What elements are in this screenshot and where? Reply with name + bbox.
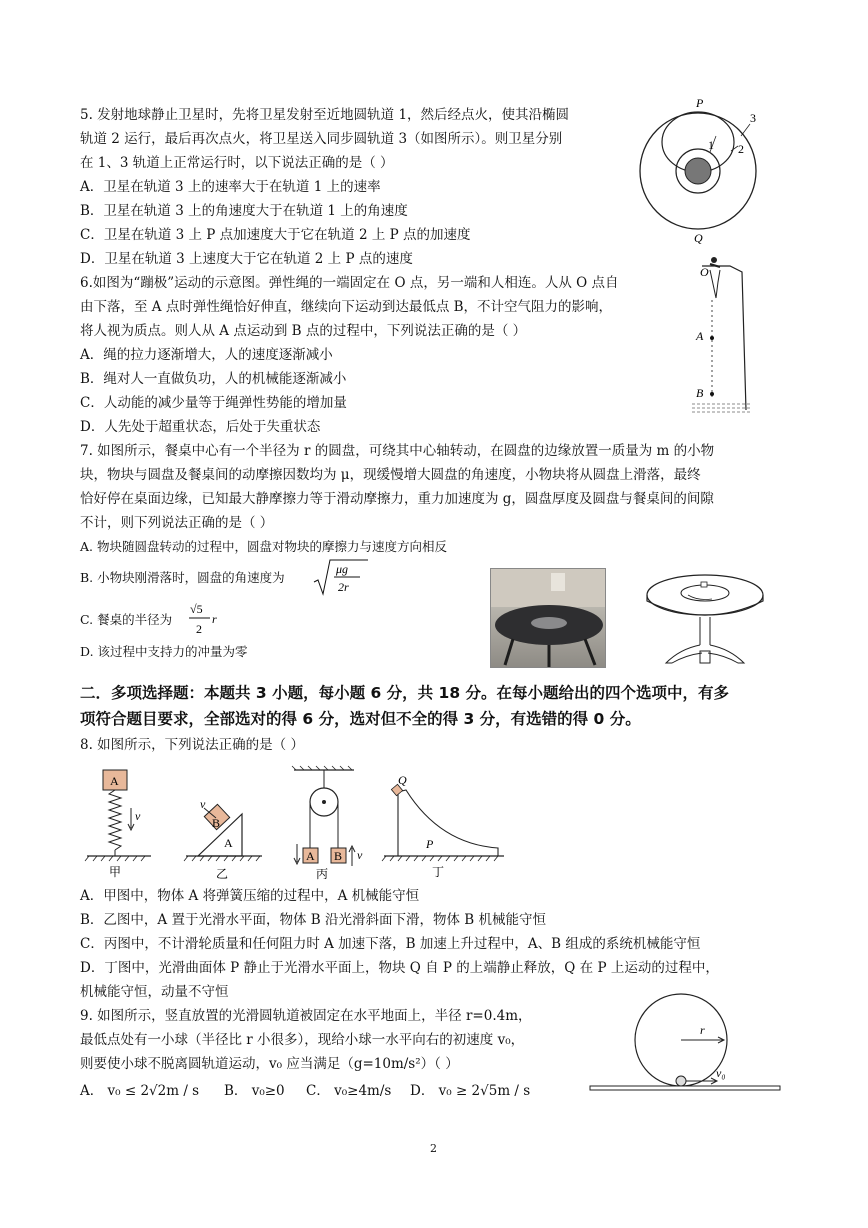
q5-line-2: 轨道 2 运行，最后再次点火，将卫星送入同步圆轨道 3（如图所示）。则卫星分别 xyxy=(80,131,563,147)
q9-option-c: C． v₀≥4m/s xyxy=(306,1083,392,1099)
q6-line-3: 将人视为质点。则人从 A 点运动到 B 点的过程中，下列说法正确的是（ ） xyxy=(80,323,527,339)
earth-circle xyxy=(685,158,711,184)
q8-option-d-cont: 机械能守恒，动量不守恒 xyxy=(80,984,229,1000)
q6-line-2: 由下落，至 A 点时弹性绳恰好伸直，继续向下运动到达最低点 B，不计空气阻力的影响， xyxy=(80,299,613,315)
q6-option-d: D．人先处于超重状态，后处于失重状态 xyxy=(80,419,321,435)
q7-option-c xyxy=(80,614,172,627)
q7-option-c-text: C. 餐桌的半径为 xyxy=(80,612,173,627)
q7-line-2: 块，物块与圆盘及餐桌间的动摩擦因数均为 μ，现缓慢增大圆盘的角速度，小物块将从圆盘上滑落，最终 xyxy=(80,467,701,483)
q6-option-c: C．人动能的减少量等于绳弹性势能的增加量 xyxy=(80,395,347,411)
q7-line-3: 恰好停在桌面边缘，已知最大静摩擦力等于滑动摩擦力，重力加速度为 g，圆盘厚度及圆盘与餐桌间的间隙 xyxy=(80,491,714,507)
q7-line-1: 7. 如图所示，餐桌中心有一个半径为 r 的圆盘，可绕其中心轴转动，在圆盘的边缘放置一质量为 m 的小物 xyxy=(80,443,715,459)
orbit-label-1: 1 xyxy=(708,138,714,152)
bungee-label-o: O xyxy=(700,265,709,279)
q8-option-d: D．丁图中，光滑曲面体 P 静止于光滑水平面上，物块 Q 自 P 的上端静止释放，Q 在 P 上运动的过程中， xyxy=(80,960,719,976)
track-label-v0: v₀ xyxy=(716,1066,726,1080)
bungee-label-a: A xyxy=(696,329,704,343)
q7-line-4: 不计，则下列说法正确的是（ ） xyxy=(80,515,274,531)
q7-option-d: D. 该过程中支持力的冲量为零 xyxy=(80,644,248,659)
q8-option-b: B．乙图中，A 置于光滑水平面，物体 B 沿光滑斜面下滑，物体 B 机械能守恒 xyxy=(80,912,546,928)
page-number: 2 xyxy=(430,1142,437,1155)
q7-b-numerator: μg xyxy=(336,562,349,576)
q9-option-b: B． v₀≥0 xyxy=(224,1083,285,1099)
jia-label-v: v xyxy=(135,809,141,823)
q8-figure-bing xyxy=(290,766,370,880)
orbit-label-q: Q xyxy=(694,231,703,245)
q8-figure-yi xyxy=(180,797,270,882)
q7-option-b-formula xyxy=(312,558,372,598)
yi-label-b: B xyxy=(212,816,221,830)
q6-option-b: B．绳对人一直做负功，人的机械能逐渐减小 xyxy=(80,371,347,387)
q9-option-d: D． v₀ ≥ 2√5m / s xyxy=(410,1083,531,1099)
orbit-figure xyxy=(638,96,778,246)
q7-option-c-formula xyxy=(188,598,228,640)
section-2-line-2: 项符合题目要求，全部选对的得 6 分，选对但不全的得 3 分，有选错的得 0 分。 xyxy=(80,710,641,728)
q8-stem: 8. 如图所示，下列说法正确的是（ ） xyxy=(80,737,304,753)
q8-figure-jia xyxy=(85,768,160,880)
q9-option-a: A． v₀ ≤ 2√2m / s xyxy=(80,1083,200,1099)
q7-c-numerator: √5 xyxy=(190,602,203,616)
q9-line-3: 则要使小球不脱离圆轨道运动，v₀ 应当满足（g=10m/s²）（ ） xyxy=(80,1056,459,1072)
caption-ding: 丁 xyxy=(432,865,445,879)
caption-bing: 丙 xyxy=(316,867,329,881)
q5-option-a: A．卫星在轨道 3 上的速率大于在轨道 1 上的速率 xyxy=(80,179,381,195)
bungee-label-b: B xyxy=(696,386,704,400)
section-2-line-1: 二．多项选择题：本题共 3 小题，每小题 6 分，共 18 分。在每小题给出的四个选项中，有多 xyxy=(80,684,730,702)
q8-figure-ding xyxy=(380,773,510,882)
q8-option-a: A．甲图中，物体 A 将弹簧压缩的过程中，A 机械能守恒 xyxy=(80,888,420,904)
q9-line-1: 9. 如图所示，竖直放置的光滑圆轨道被固定在水平地面上，半径 r=0.4m， xyxy=(80,1008,532,1024)
q6-option-a: A．绳的拉力逐渐增大，人的速度逐渐减小 xyxy=(80,347,333,363)
q5-option-b: B．卫星在轨道 3 上的角速度大于在轨道 1 上的角速度 xyxy=(80,203,408,219)
caption-yi: 乙 xyxy=(216,867,229,881)
bungee-figure xyxy=(690,252,765,422)
bing-label-b: B xyxy=(334,849,343,863)
q7-b-denominator: 2r xyxy=(338,580,349,594)
q9-line-2: 最低点处有一小球（半径比 r 小很多），现给小球一水平向右的初速度 v₀， xyxy=(80,1032,525,1048)
q7-option-a: A. 物块随圆盘转动的过程中，圆盘对物块的摩擦力与速度方向相反 xyxy=(80,539,447,554)
ding-label-q: Q xyxy=(398,773,407,787)
circular-track-figure xyxy=(588,994,784,1094)
q5-option-c: C．卫星在轨道 3 上 P 点加速度大于它在轨道 2 上 P 点的加速度 xyxy=(80,227,471,243)
orbit-label-2: 2 xyxy=(738,142,744,156)
dining-table-photo xyxy=(490,568,606,668)
q5-line-1: 5. 发射地球静止卫星时，先将卫星发射至近地圆轨道 1，然后经点火，使其沿椭圆 xyxy=(80,107,570,123)
yi-label-v: v xyxy=(200,797,206,811)
q8-option-c: C．丙图中，不计滑轮质量和任何阻力时 A 加速下落，B 加速上升过程中，A、B 组成的系统机械能守恒 xyxy=(80,936,701,952)
q5-line-3: 在 1、3 轨道上正常运行时，以下说法正确的是（ ） xyxy=(80,155,394,171)
q7-c-denominator: 2 xyxy=(196,622,202,636)
q7-c-suffix: r xyxy=(212,612,217,626)
q7-option-b-text: B. 小物块刚滑落时，圆盘的角速度为 xyxy=(80,570,285,585)
ding-label-p: P xyxy=(426,837,434,851)
yi-label-a: A xyxy=(224,836,233,850)
q6-line-1: 6.如图为“蹦极”运动的示意图。弹性绳的一端固定在 O 点，另一端和人相连。人从 O 点自 xyxy=(80,275,619,291)
q5-option-d: D．卫星在轨道 3 上速度大于它在轨道 2 上 P 点的速度 xyxy=(80,251,413,267)
bing-label-v: v xyxy=(357,848,363,862)
caption-jia: 甲 xyxy=(109,865,122,879)
orbit-label-p: P xyxy=(696,96,704,110)
q7-option-b xyxy=(80,572,285,585)
orbit-label-3: 3 xyxy=(750,111,756,125)
table-diagram xyxy=(640,565,770,673)
track-label-r: r xyxy=(700,1023,705,1037)
bing-label-a: A xyxy=(306,849,315,863)
jia-label-a: A xyxy=(110,774,119,788)
